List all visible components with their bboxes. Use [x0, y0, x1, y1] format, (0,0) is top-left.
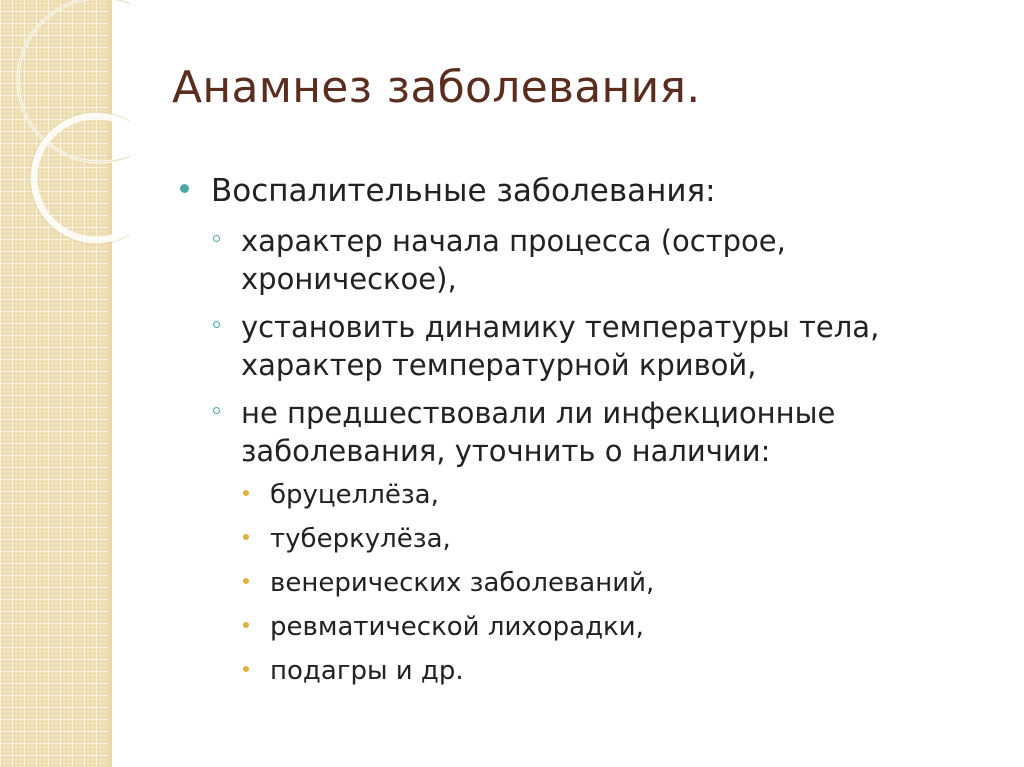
dot-bullet-icon [243, 490, 249, 496]
sub-bullet-text: характер начала процесса (острое, хроническое), [241, 224, 786, 296]
bullet-text: Воспалительные заболевания: [211, 173, 716, 209]
nested-bullet-text: подагры и др. [270, 656, 464, 686]
sub-bullet-item [211, 222, 978, 298]
dot-bullet-icon [243, 534, 249, 540]
nested-bullet-text: бруцеллёза, [270, 480, 439, 510]
ring-bullet-icon [213, 321, 220, 328]
dot-bullet-icon [243, 578, 249, 584]
ring-bullet-icon [213, 407, 220, 414]
nested-bullet-item [241, 522, 978, 556]
slide-title: Анамнез заболевания. [172, 62, 701, 113]
nested-bullet-item [241, 654, 978, 688]
nested-bullet-text: туберкулёза, [270, 524, 451, 554]
sub-bullet-item [211, 394, 978, 470]
bullet-dot-icon [180, 184, 189, 193]
nested-bullet-item [241, 610, 978, 644]
sub-bullet-item [211, 308, 978, 384]
nested-bullet-item [241, 566, 978, 600]
dot-bullet-icon [243, 622, 249, 628]
sub-bullet-text: установить динамику температуры тела, характер температурной кривой, [241, 310, 880, 382]
decorative-rings [0, 0, 130, 260]
nested-bullet-text: ревматической лихорадки, [270, 612, 644, 642]
sub-bullet-text: не предшествовали ли инфекционные заболевания, уточнить о наличии: [241, 396, 836, 468]
ring-bullet-icon [213, 235, 220, 242]
slide-content [178, 170, 978, 698]
bullet-item [178, 170, 978, 212]
nested-bullet-item [241, 478, 978, 512]
dot-bullet-icon [243, 666, 249, 672]
nested-bullet-text: венерических заболеваний, [270, 568, 655, 598]
